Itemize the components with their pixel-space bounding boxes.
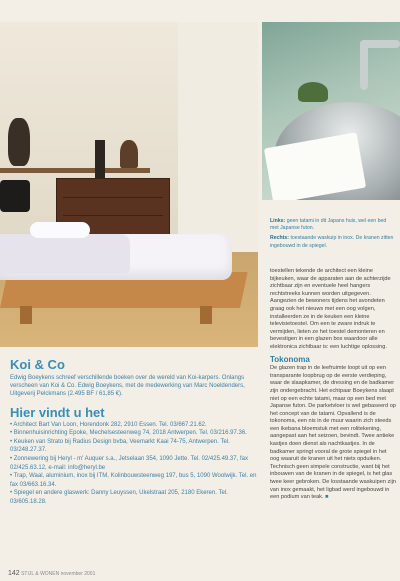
page-footer xyxy=(8,570,392,577)
list-item: • Keuken van Strato bij Radius Design bvba, Veemarkt Kaai 74-75, Antwerpen. Tel. 03/248.27.37. xyxy=(10,438,230,454)
caption-links xyxy=(270,218,396,232)
caption-rechts xyxy=(270,235,396,249)
list-item: • Binnenhuisinrichting Epoke, Mechelsesteenweg 74, 2018 Antwerpen. Tel. 03/216.97.36. xyxy=(10,430,247,437)
block-title-addresses: Hier vindt u het xyxy=(10,404,105,420)
info-block xyxy=(10,357,260,507)
bed-leg xyxy=(200,306,212,324)
block-text-koi: Edwig Boeykens schreef verschillende boeken over de wereld van Koi-karpers. Onlangs verscheen van Koi & Co. Edwig Boeykens, met de medewerking van Marc Noeldenders, Uitgeverij Pelckmans (2.495 BF / 61,85 €). xyxy=(10,375,245,398)
lantern xyxy=(95,140,105,180)
wall xyxy=(178,22,258,252)
plant xyxy=(298,82,328,102)
vase xyxy=(8,118,30,166)
caption-rechts-label: Rechts: xyxy=(270,235,290,242)
list-item: • Spiegel en andere glaswerk: Danny Leuyssen, Ukelstraat 205, 2180 Ekeren. Tel. 03/605.18.28. xyxy=(10,490,228,505)
block-title-koi: Koi & Co xyxy=(10,357,65,372)
list-item: • Zonnewering bij Heryl - m' Auquer s.a., Jetselaan 354, 1090 Jette. Tel. 02/425.49.37, fax 02/425.63.12, e-mail: info@heryl.be xyxy=(10,455,248,471)
caption-links-label: Links: xyxy=(270,218,286,224)
bedroom-photo xyxy=(0,22,258,347)
caption-rechts-text: toestaande waskuip in inox. De kranen zitten ingebouwd in de spiegel. xyxy=(270,235,394,249)
shelf xyxy=(0,168,150,173)
paragraph: toestellen tekende de architect een kleine bijkeuken, waar de apparaten aan de achterzijde zichtbaar zijn en eventuele heel hangers rechtstreeks kunnen worden uitgegeven. Aangezien de bewoners tijdens het avondeten graag ook het nieuws met een oog volgen, installeerden ze in de keuken een kleine televisietoestel. Om een te zware indruk te vermijden, lieten ze het toestel demonteren en bevestigen in een glazen box waardoor alle elektronica zichtbaar is: een luchtige oplossing. xyxy=(270,268,391,350)
blanket xyxy=(0,234,130,274)
list-item: • Trap, Waal, aluminium, inox bij ITM, Kolinbouwsteenweg 197, bus 5, 1090 Woolwijk. Tel. en fax 03/663.16.34. xyxy=(10,473,257,488)
tap xyxy=(360,40,368,90)
end-mark: ■ xyxy=(325,494,329,501)
subheading-tokonoma: Tokonoma xyxy=(270,354,310,364)
drawer-line xyxy=(63,215,163,216)
paragraph-text: De glazen trap in de leefruimte loopt uit op een transparante loopbrug op de eerste verdieping, waar de slaapkamer, de dressing en de badkamer zijn ondergebracht. Het echtpaar Boeykens slaapt niet op een echte tatami, maar op een bed met Japanse futon. De parketvloer is wel gebaseerd op het concept van de tatami. Opvallend is de tokonoma, een nis in de muur waarin zich steeds een ikebana bloemstuk met een rolitekening, aangepast aan het seizoen, bevindt. Twee antieke kastjes doen dienst als nachtkastjes. In de badkamer springt vooral de grote spiegel in het oog waaruit de kranen uit het niets opduiken. Technisch geen simpele constructie, want bij het inbouwen van de kranen in de spiegel, is het glas twee keer gebroken. De losstaande waskuipen zijn van inox gemaakt, het ligbad werd ingebouwd in een podium van teak. xyxy=(270,365,396,501)
chair xyxy=(0,180,30,212)
photo-caption xyxy=(270,218,396,253)
bed-leg xyxy=(20,306,32,324)
drawer-line xyxy=(63,197,163,198)
article-right-column xyxy=(270,268,396,505)
page-number: 142 xyxy=(8,570,20,577)
list-item: • Architect Bart Van Loon, Horendonk 282, 2910 Essen. Tel. 03/667.21.62. xyxy=(10,421,207,428)
magazine-name: STIJL & WONEN november 2001 xyxy=(21,571,96,577)
paragraph xyxy=(270,365,396,502)
pillow xyxy=(30,222,90,238)
caption-links-text: geen tatami in dit Japans huis, wel een bed met Japanse futon. xyxy=(270,218,387,232)
washbasin-photo xyxy=(262,22,400,200)
statue xyxy=(120,140,138,168)
